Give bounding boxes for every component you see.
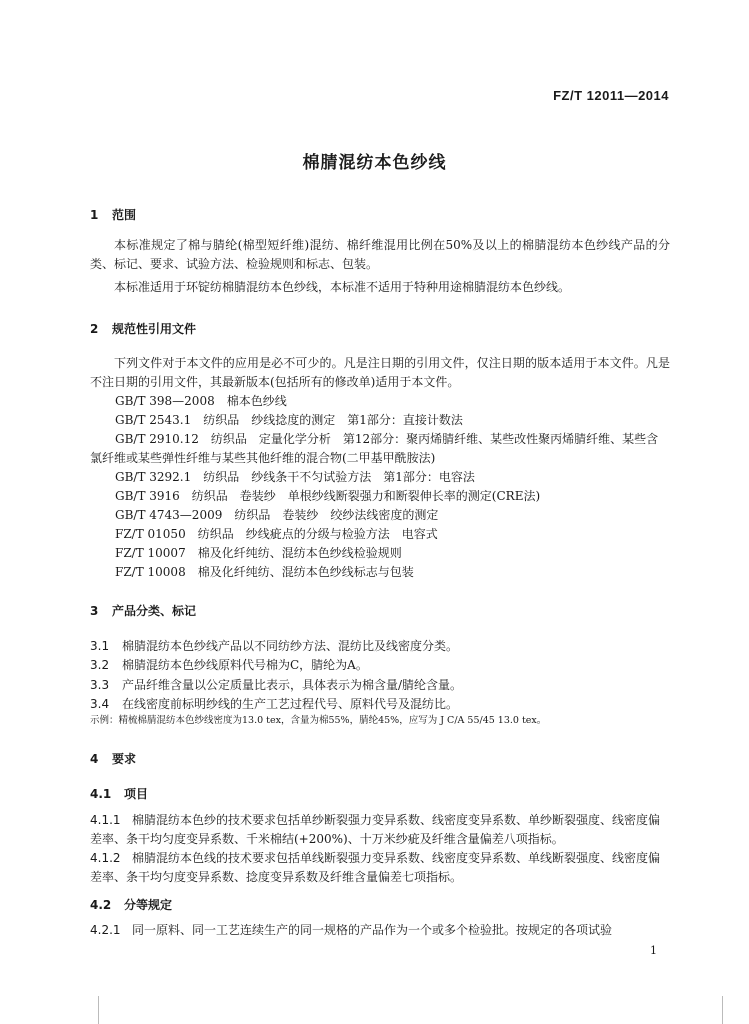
section-1-heading — [90, 206, 136, 223]
reference-item: GB/T 2910.12 纺织品 定量化学分析 第12部分：聚丙烯腈纤维、某些改性聚丙烯腈纤维、某些含氯纤维或某些弹性纤维与某些其他纤维的混合物(二甲基甲酰胺法) — [90, 432, 659, 465]
clause-number: 3.3 — [90, 678, 110, 692]
subsection-title: 项目 — [124, 787, 149, 801]
clause-text: 同一原料、同一工艺连续生产的同一规格的产品作为一个或多个检验批。按规定的各项试验 — [132, 923, 613, 937]
clause-text: 产品纤维含量以公定质量比表示，具体表示为棉含量/腈纶含量。 — [122, 678, 463, 692]
clause-3-2 — [90, 656, 670, 675]
reference-item: FZ/T 01050 纺织品 纱线疵点的分级与检验方法 电容式 — [115, 527, 438, 541]
clause-text: 棉腈混纺本色纱线原料代号棉为C，腈纶为A。 — [122, 658, 368, 672]
clause-number: 4.1.1 — [90, 813, 121, 827]
subsection-4-1-heading — [90, 785, 148, 802]
section-number: 1 — [90, 208, 99, 222]
reference-item: FZ/T 10007 棉及化纤纯纺、混纺本色纱线检验规则 — [115, 546, 402, 560]
subsection-4-2-heading — [90, 896, 172, 913]
scan-edge-line — [722, 996, 723, 1024]
clause-3-4 — [90, 695, 670, 714]
clause-4-1-1 — [90, 811, 670, 849]
clause-text: 棉腈混纺本色纱的技术要求包括单纱断裂强力变异系数、线密度变异系数、单纱断裂强度、线密度偏差率、条干均匀度变异系数、千米棉结(+200%)、十万米纱疵及纤维含量偏差八项指标。 — [90, 813, 661, 846]
section-number: 4 — [90, 752, 99, 766]
section-title: 规范性引用文件 — [112, 322, 197, 336]
section-2-heading — [90, 320, 196, 337]
clause-number: 3.4 — [90, 697, 110, 711]
references-intro: 下列文件对于本文件的应用是必不可少的。凡是注日期的引用文件，仅注日期的版本适用于本文件。凡是不注日期的引用文件，其最新版本(包括所有的修改单)适用于本文件。 — [90, 356, 670, 389]
document-title: 棉腈混纺本色纱线 — [302, 153, 447, 173]
standard-number: FZ/T 12011—2014 — [553, 88, 669, 103]
reference-item: GB/T 3292.1 纺织品 纱线条干不匀试验方法 第1部分：电容法 — [115, 470, 475, 484]
section-3-heading — [90, 602, 196, 619]
reference-item: GB/T 4743—2009 纺织品 卷装纱 绞纱法线密度的测定 — [115, 508, 439, 522]
scope-paragraph-2: 本标准适用于环锭纺棉腈混纺本色纱线，本标准不适用于特种用途棉腈混纺本色纱线。 — [114, 280, 571, 294]
clause-number: 4.1.2 — [90, 851, 121, 865]
reference-item: GB/T 398—2008 棉本色纱线 — [115, 394, 287, 408]
section-number: 2 — [90, 322, 99, 336]
scope-paragraph-1: 本标准规定了棉与腈纶(棉型短纤维)混纺、棉纤维混用比例在50%及以上的棉腈混纺本色纱线产品的分类、标记、要求、试验方法、检验规则和标志、包装。 — [90, 238, 670, 271]
page-number: 1 — [650, 944, 657, 957]
clause-text: 棉腈混纺本色线的技术要求包括单线断裂强力变异系数、线密度变异系数、单线断裂强度、线密度偏差率、条干均匀度变异系数、捻度变异系数及纤维含量偏差七项指标。 — [90, 851, 661, 884]
section-title: 要求 — [112, 752, 137, 766]
subsection-title: 分等规定 — [124, 898, 173, 912]
clause-text: 棉腈混纺本色纱线产品以不同纺纱方法、混纺比及线密度分类。 — [122, 639, 459, 653]
section-number: 3 — [90, 604, 99, 618]
section-4-heading — [90, 750, 136, 767]
reference-item: GB/T 2543.1 纺织品 纱线捻度的测定 第1部分：直接计数法 — [115, 413, 463, 427]
clause-3-1 — [90, 637, 670, 656]
clause-4-1-2 — [90, 849, 670, 887]
scan-edge-line — [98, 996, 99, 1024]
clause-number: 4.2.1 — [90, 923, 121, 937]
section-title: 范围 — [112, 208, 137, 222]
subsection-number: 4.1 — [90, 787, 112, 801]
reference-item: FZ/T 10008 棉及化纤纯纺、混纺本色纱线标志与包装 — [115, 565, 414, 579]
clause-3-3 — [90, 676, 670, 695]
clause-number: 3.2 — [90, 658, 110, 672]
section-title: 产品分类、标记 — [112, 604, 197, 618]
subsection-number: 4.2 — [90, 898, 112, 912]
clause-4-2-1 — [90, 921, 670, 940]
clause-text: 在线密度前标明纱线的生产工艺过程代号、原料代号及混纺比。 — [122, 697, 459, 711]
clause-number: 3.1 — [90, 639, 110, 653]
marking-example: 示例：精梳棉腈混纺本色纱线密度为13.0 tex，含量为棉55%，腈纶45%，应写为 J C/A 55/45 13.0 tex。 — [90, 715, 547, 726]
reference-item: GB/T 3916 纺织品 卷装纱 单根纱线断裂强力和断裂伸长率的测定(CRE法) — [115, 489, 541, 503]
